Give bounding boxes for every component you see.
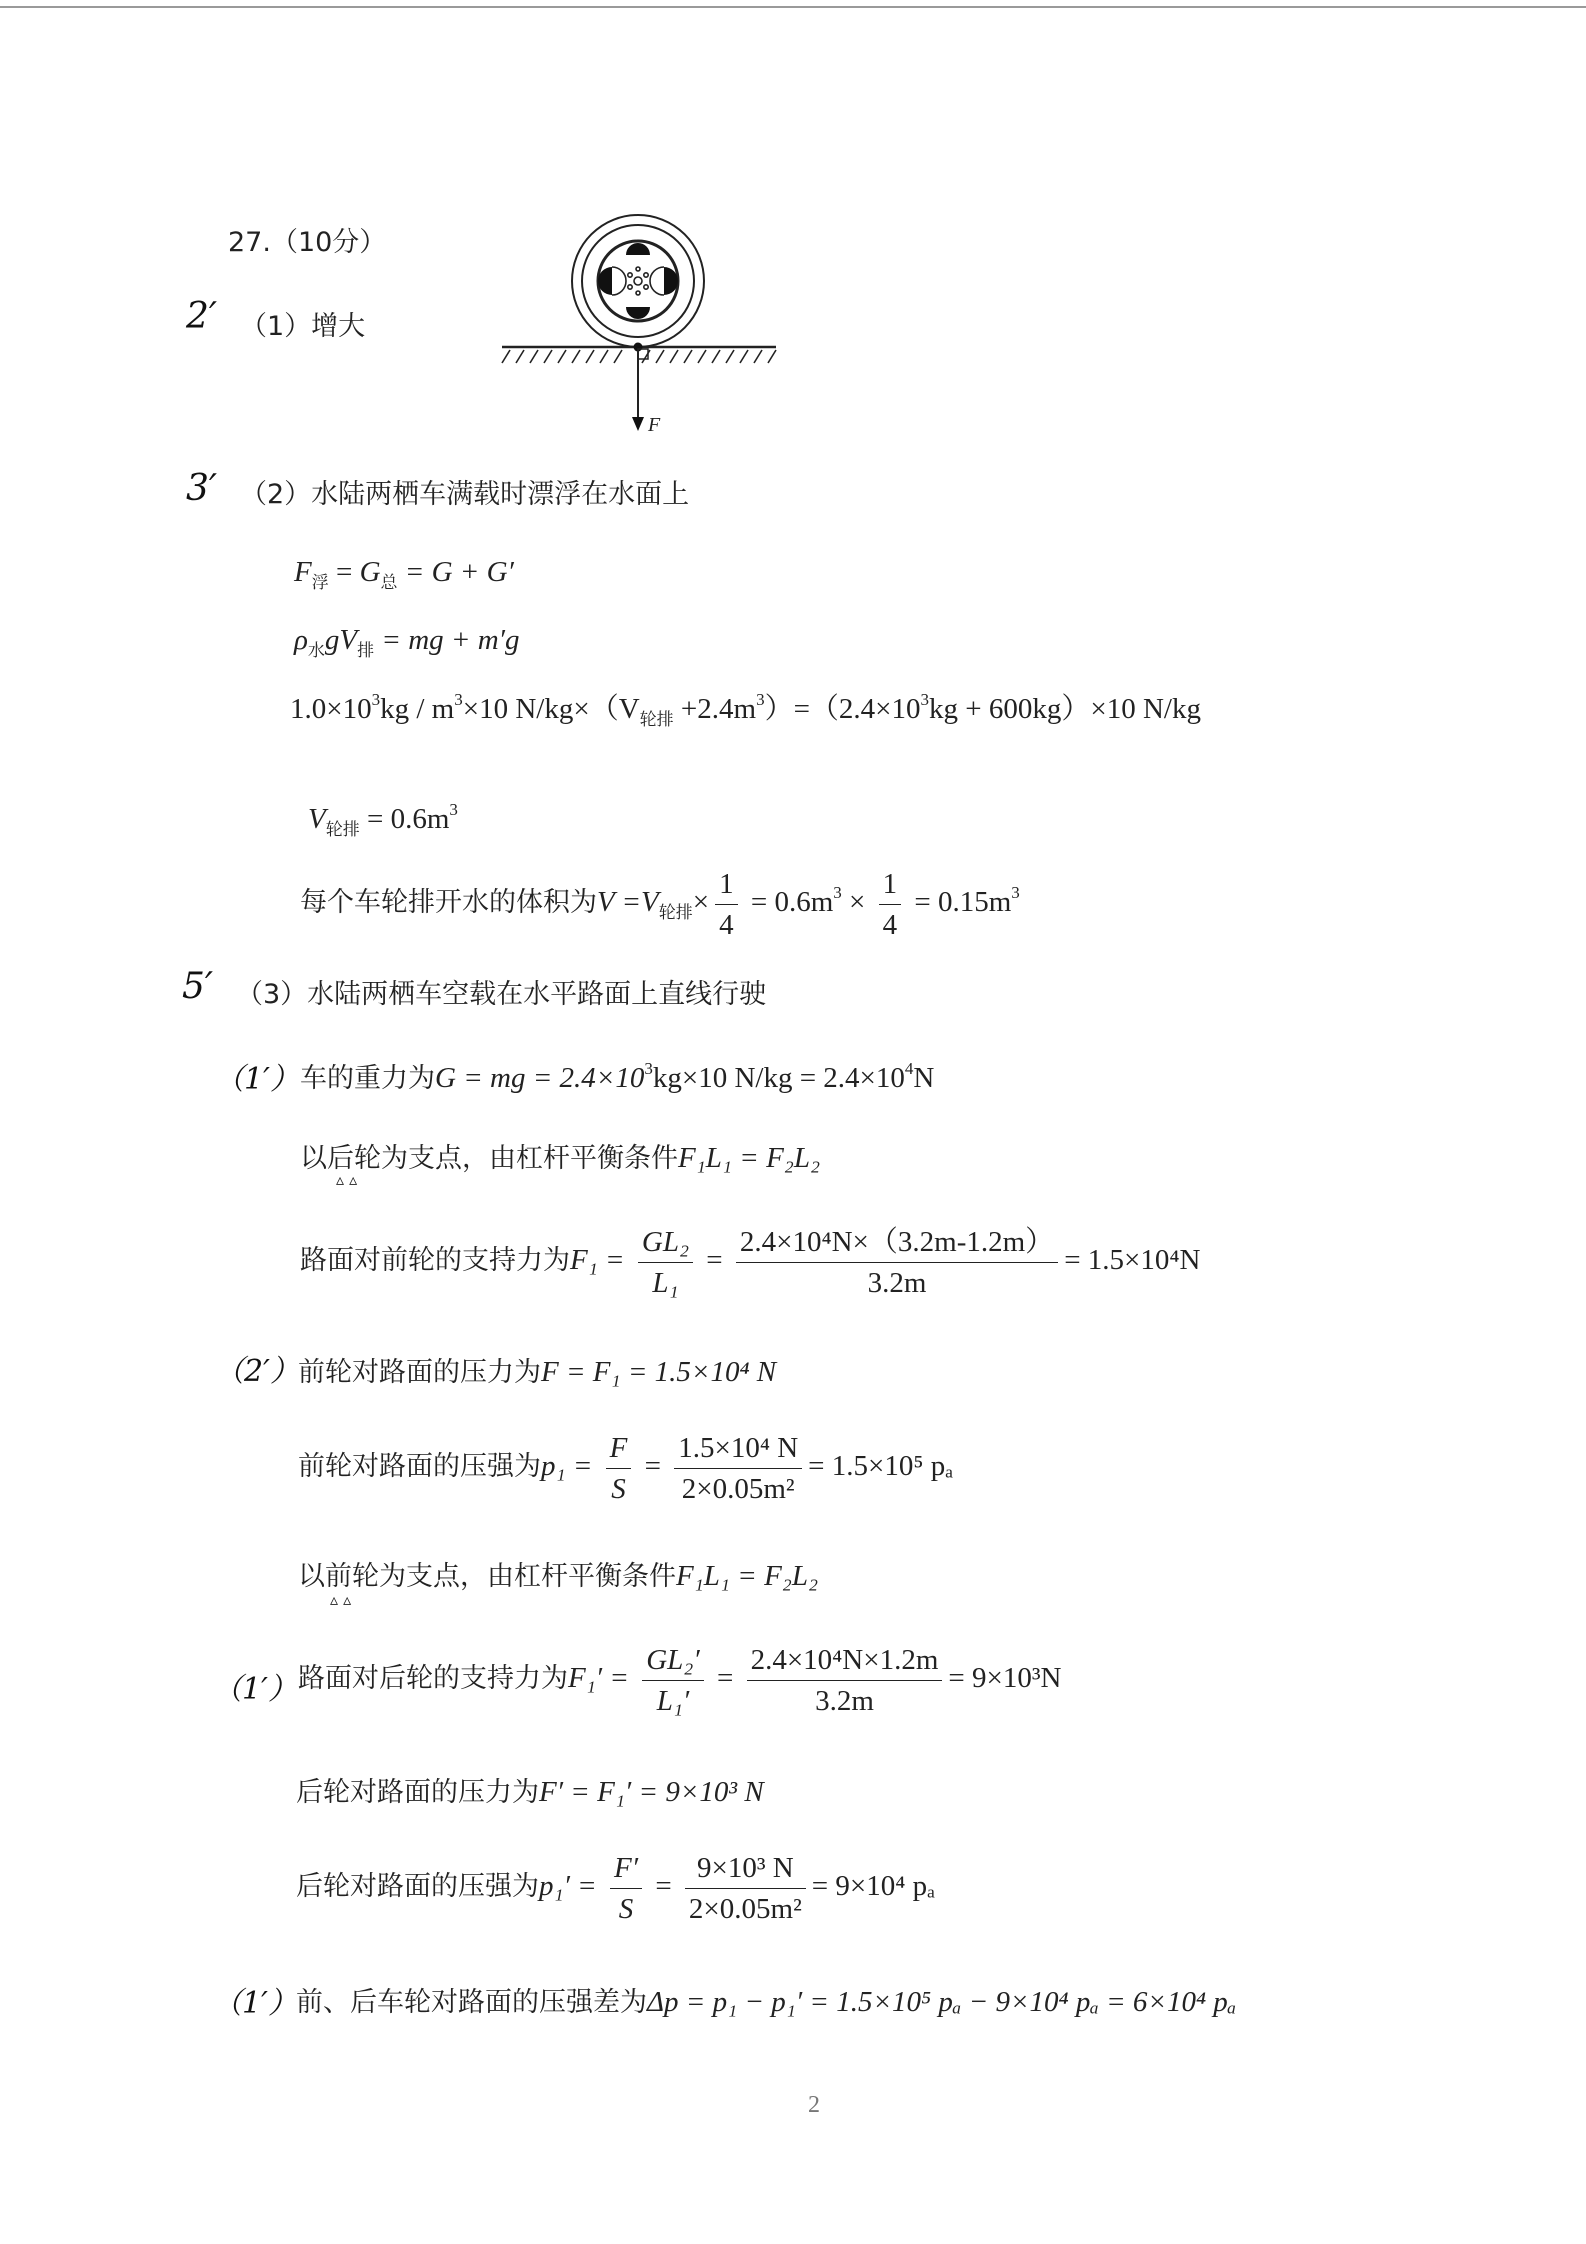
- rear-pressure-force-line: 后轮对路面的压力为F′ = F₁′ = 9×10³ N: [296, 1776, 764, 1808]
- weight-line: 车的重力为G = mg = $2.4\times 10^3kg\times 10$ $N/kg = 2.4\times 10^4N$: [300, 1059, 935, 1094]
- lever-rear-pivot-line: 以后轮为支点，由杠杆平衡条件F₁L₁ = F₂L₂: [300, 1142, 821, 1174]
- part1-score-mark: 2′: [186, 296, 218, 337]
- part3-heading: （3）水陆两栖车空载在水平路面上直线行驶: [236, 979, 767, 1010]
- part3-score-mark: 5′: [182, 966, 214, 1007]
- rear-support-force-line: 路面对后轮的支持力为F₁′ = $\frac{\text{GL₂′}}{\text{L₁′}}$ = $\frac{\text{2.4×10⁴N×1.2m}}{3.2m}$ = 9×10³N: [298, 1640, 1062, 1721]
- per-wheel-volume: 每个车轮排开水的体积为$V =V_{轮排}\times$ $\frac{1}{4}$ = $0.6m^3$ × $\frac{1}{4}$ = $0.15m^3$: [300, 864, 1020, 945]
- score-mark-front-pressure: （2′）: [214, 1354, 300, 1389]
- question-number: 27.: [228, 227, 271, 258]
- force-label: F: [648, 414, 661, 436]
- part2-score-mark: 3′: [186, 468, 218, 509]
- score-mark-rear-support: （1′）: [212, 1672, 298, 1707]
- rear-pressure-line: 后轮对路面的压强为p₁′ = $\frac{F'}{S}$ = $\frac{\text{9×10³ N}}{\text{2×0.05m²}}$ = 9×10⁴ pₐ: [296, 1848, 935, 1929]
- buoyancy-equation: $F_浮 = G_总 = G + G'$: [294, 556, 514, 592]
- question-header: [228, 220, 386, 259]
- substitution-equation: $1.0\times 10^3kg / m^3\times 10$ $N/kg\times(V_{轮排} +2.4m^3)=(2.4\times 10^3kg + 600kg)\times 10$ N/kg: [290, 690, 1201, 729]
- emphasis-marks-2: ▵ ▵: [330, 1590, 352, 1609]
- fraction-quarter: $\frac{1}{4}$: [715, 864, 738, 945]
- front-pressure-line: 前轮对路面的压强为p₁ = $\frac{F}{S}$ = $\frac{\text{1.5×10⁴ N}}{\text{2×0.05m²}}$ = 1.5×10⁵ pₐ: [298, 1428, 953, 1509]
- displaced-volume-result: $V_{轮排} = 0.6m^3$: [308, 800, 458, 839]
- pressure-difference-line: 前、后车轮对路面的压强差为Δp = p₁ − p₁′ = 1.5×10⁵ pₐ − 9×10⁴ pₐ = 6×10⁴ pₐ: [296, 1986, 1237, 2018]
- fraction-quarter-2: $\frac{1}{4}$: [879, 864, 902, 945]
- lever-front-pivot-line: 以前轮为支点，由杠杆平衡条件F₁L₁ = F₂L₂: [298, 1560, 819, 1592]
- part2-heading: （2）水陆两栖车满载时漂浮在水面上: [240, 479, 690, 510]
- density-equation: $\rho_水gV_排$ = mg + m′g: [294, 624, 520, 660]
- score-mark-pressure-diff: （1′）: [212, 1986, 298, 2021]
- question-score: （10分）: [270, 227, 387, 258]
- part1-answer: （1）增大: [240, 311, 366, 342]
- scan-top-edge: [0, 6, 1586, 8]
- page-number: 2: [808, 2092, 820, 2118]
- force-arrowhead: [632, 417, 644, 431]
- front-pressure-force-line: 前轮对路面的压力为F = F₁ = 1.5×10⁴ N: [298, 1356, 777, 1388]
- front-support-force-line: 路面对前轮的支持力为F₁ = $\frac{\text{GL₂}}{\text{L₁}}$ = $\frac{\text{2.4×10⁴N×（3.2m-1.2m）}}{3.2m}$ = 1.5×10⁴N: [300, 1222, 1200, 1303]
- emphasis-marks: ▵ ▵: [336, 1170, 358, 1189]
- score-mark-weight: （1′）: [214, 1062, 300, 1097]
- wheel-diagram: [490, 205, 790, 445]
